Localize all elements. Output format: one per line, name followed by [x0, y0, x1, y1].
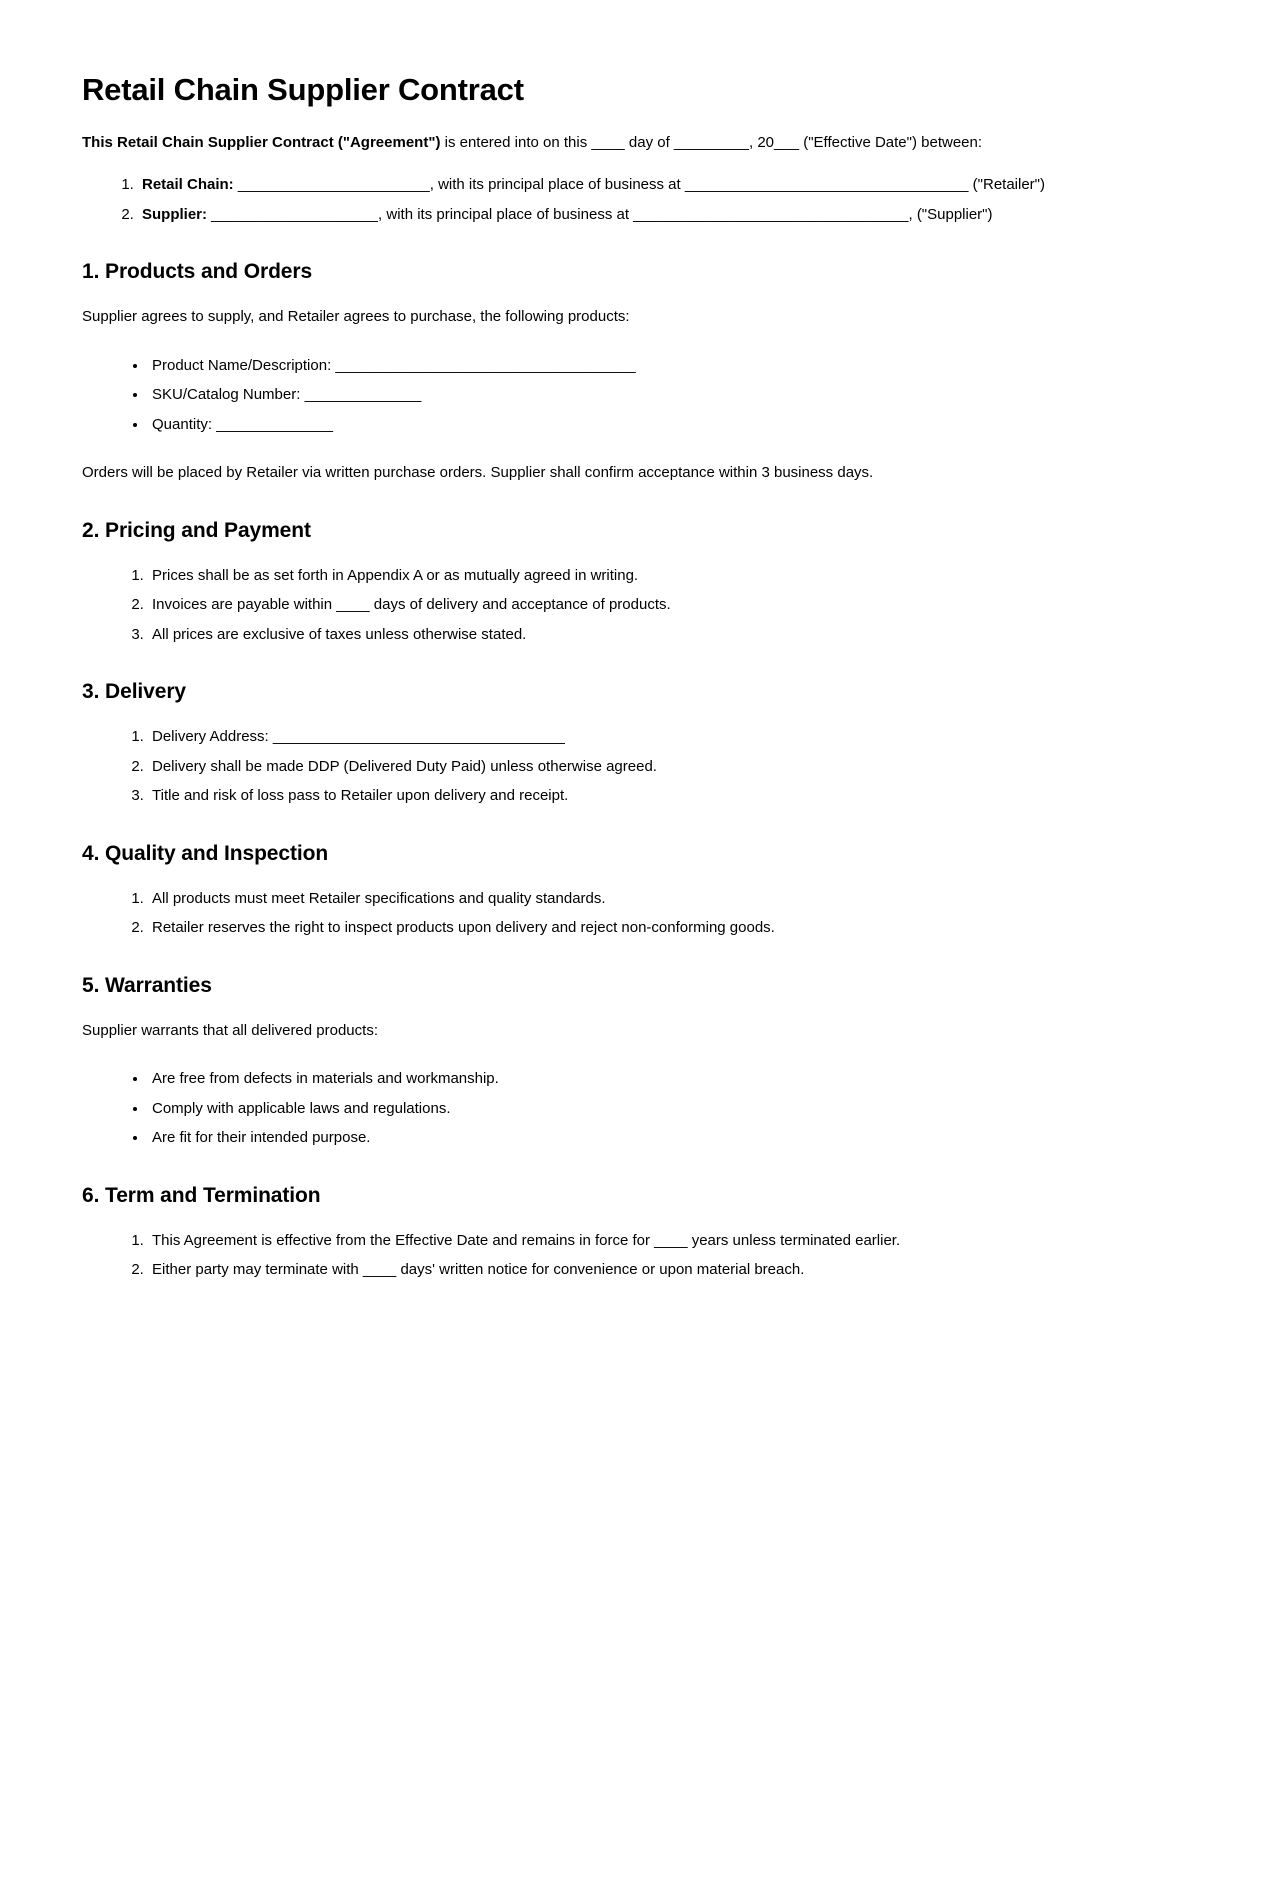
section-closing-paragraph: Orders will be placed by Retailer via written purchase orders. Supplier shall confirm acceptance within 3 business days. [82, 464, 874, 482]
list-item: 3. All prices are exclusive of taxes unless otherwise stated. [148, 624, 1181, 647]
list-item: 2. Either party may terminate with ____ days' written notice for convenience or upon material breach. [148, 1259, 1181, 1282]
party-suffix: ("Retailer") [972, 176, 1045, 194]
products-bullet-list [82, 355, 1181, 437]
list-item [138, 204, 1181, 227]
party-label: Supplier: [142, 205, 208, 223]
parties-list [82, 174, 1181, 226]
list-item: 1. All products must meet Retailer specifications and quality standards. [148, 888, 1181, 911]
intro-rest: is entered into on this ____ day of _________, 20___ ("Effective Date") between: [440, 133, 983, 151]
list-item: 2. Retailer reserves the right to inspect products upon delivery and reject non-conforming goods. [148, 917, 1181, 940]
list-item [138, 174, 1181, 197]
party-suffix: ("Supplier") [916, 205, 993, 223]
list-item: • Are fit for their intended purpose. [148, 1127, 1181, 1150]
list-item: • SKU/Catalog Number: ______________ [148, 384, 1181, 407]
section-heading-pricing-and-payment: 2. Pricing and Payment [82, 518, 311, 542]
intro-bold-lead: This Retail Chain Supplier Contract ("Agreement") [82, 133, 441, 151]
section-lead-paragraph: Supplier agrees to supply, and Retailer agrees to purchase, the following products: [82, 308, 630, 326]
warranties-bullet-list [82, 1068, 1181, 1150]
party-name-blank: ____________________, [207, 205, 387, 223]
pricing-numbered-list [82, 565, 1181, 647]
page-title: Retail Chain Supplier Contract [82, 72, 524, 107]
list-item: • Are free from defects in materials and workmanship. [148, 1068, 1181, 1091]
list-item: 2. Delivery shall be made DDP (Delivered Duty Paid) unless otherwise agreed. [148, 756, 1181, 779]
party-address-blank: _________________________________, [633, 205, 917, 223]
list-item: 1. This Agreement is effective from the Effective Date and remains in force for ____ years unless terminated earlier. [148, 1230, 1181, 1253]
quality-numbered-list [82, 888, 1181, 940]
delivery-numbered-list [82, 726, 1181, 808]
party-mid-text: with its principal place of business at [386, 205, 634, 223]
section-heading-warranties: 5. Warranties [82, 973, 212, 997]
list-item: 1. Prices shall be as set forth in Appendix A or as mutually agreed in writing. [148, 565, 1181, 588]
party-mid-text: with its principal place of business at [438, 176, 685, 194]
list-item: • Comply with applicable laws and regulations. [148, 1098, 1181, 1121]
list-item: 1. Delivery Address: ___________________________________ [148, 726, 1181, 749]
list-item: 2. Invoices are payable within ____ days of delivery and acceptance of products. [148, 594, 1181, 617]
section-heading-term-and-termination: 6. Term and Termination [82, 1183, 321, 1207]
section-heading-products-and-orders: 1. Products and Orders [82, 260, 313, 284]
section-heading-delivery: 3. Delivery [82, 680, 186, 704]
list-item: 3. Title and risk of loss pass to Retailer upon delivery and receipt. [148, 785, 1181, 808]
party-label: Retail Chain: [142, 176, 234, 194]
list-item: • Quantity: ______________ [148, 414, 1181, 437]
intro-paragraph [82, 132, 1181, 155]
party-name-blank: _______________________, [233, 176, 439, 194]
party-address-blank: __________________________________ [684, 176, 973, 194]
list-item: • Product Name/Description: ____________________________________ [148, 355, 1181, 378]
section-heading-quality-and-inspection: 4. Quality and Inspection [82, 841, 329, 865]
section-lead-paragraph: Supplier warrants that all delivered products: [82, 1021, 378, 1039]
term-numbered-list [82, 1230, 1181, 1282]
